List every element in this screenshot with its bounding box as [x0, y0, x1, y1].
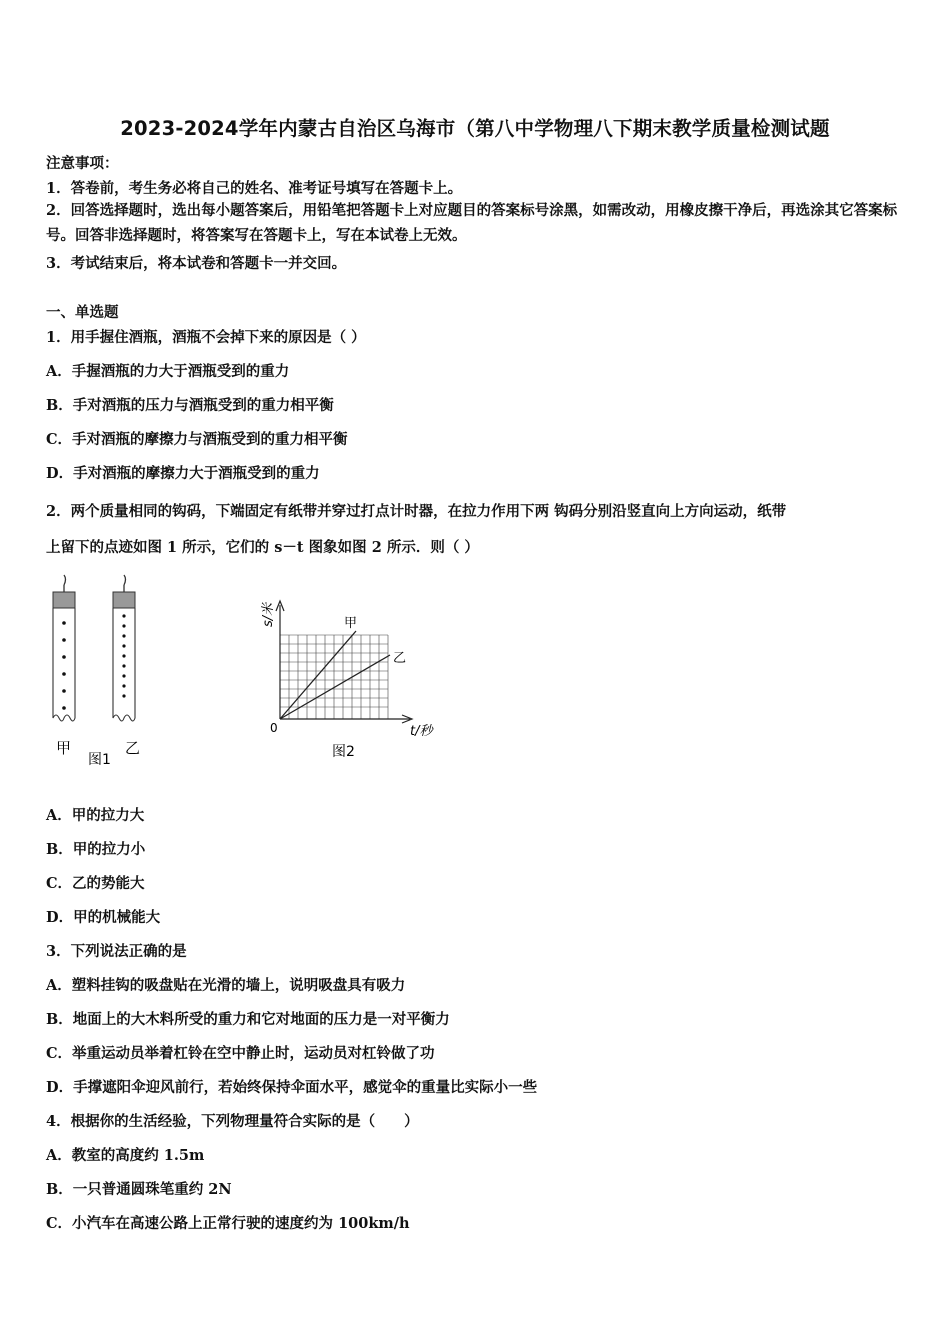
figure-1-paper-tapes [40, 570, 160, 770]
q3-option-c: C．举重运动员举着杠铃在空中静止时，运动员对杠铃做了功 [46, 1045, 435, 1062]
page-title: 2023-2024学年内蒙古自治区乌海市（第八中学物理八下期末教学质量检测试题 [120, 117, 830, 140]
figure-2-st-graph [250, 585, 450, 770]
notice-item-1: 1．答卷前，考生务必将自己的姓名、准考证号填写在答题卡上。 [46, 180, 463, 197]
q2-stem-line2: 上留下的点迹如图 1 所示，它们的 s－t 图象如图 2 所示．则（ ） [46, 539, 479, 556]
notice-heading: 注意事项： [46, 155, 119, 172]
q1-option-c: C．手对酒瓶的摩擦力与酒瓶受到的重力相平衡 [46, 431, 348, 448]
fig1-label-jia: 甲 [56, 739, 72, 757]
fig2-caption: 图2 [332, 744, 355, 760]
q3-option-a: A．塑料挂钩的吸盘贴在光滑的墙上，说明吸盘具有吸力 [46, 977, 406, 994]
q3-option-b: B．地面上的大木料所受的重力和它对地面的压力是一对平衡力 [46, 1011, 450, 1028]
q4-option-c: C．小汽车在高速公路上正常行驶的速度约为 100km/h [46, 1215, 410, 1232]
graph-label-jia: 甲 [344, 616, 358, 631]
notice-item-3: 3．考试结束后，将本试卷和答题卡一并交回。 [46, 255, 347, 272]
fig1-label-yi: 乙 [125, 739, 141, 757]
q1-option-a: A．手握酒瓶的力大于酒瓶受到的重力 [46, 363, 290, 380]
q2-option-a: A．甲的拉力大 [46, 807, 145, 824]
notice-item-2: 2．回答选择题时，选出每小题答案后，用铅笔把答题卡上对应题目的答案标号涂黑，如需改动，用橡皮擦干净后，再选涂其它答案标号。回答非选择题时，将答案写在答题卡上，写在本试卷上无效。 [46, 202, 898, 244]
q2-option-b: B．甲的拉力小 [46, 841, 146, 858]
q2-option-d: D．甲的机械能大 [46, 909, 161, 926]
graph-y-label: s/米 [261, 602, 276, 627]
fig1-caption: 图1 [88, 752, 111, 768]
q2-stem-line1: 2．两个质量相同的钩码，下端固定有纸带并穿过打点计时器，在拉力作用下两 钩码分别沿竖直向上方向运动，纸带 [46, 503, 787, 520]
section-heading: 一、单选题 [46, 304, 119, 321]
line-yi [280, 655, 390, 719]
q1-option-b: B．手对酒瓶的压力与酒瓶受到的重力相平衡 [46, 397, 334, 414]
q1-option-d: D．手对酒瓶的摩擦力大于酒瓶受到的重力 [46, 465, 320, 482]
q4-option-a: A．教室的高度约 1.5m [46, 1147, 205, 1164]
graph-grid [280, 635, 388, 719]
q3-option-d: D．手撑遮阳伞迎风前行，若始终保持伞面水平，感觉伞的重量比实际小一些 [46, 1079, 538, 1096]
graph-label-yi: 乙 [393, 651, 407, 666]
tape-jia [53, 575, 75, 721]
graph-x-label: t/秒 [410, 724, 433, 739]
q2-option-c: C．乙的势能大 [46, 875, 145, 892]
q4-option-b: B．一只普通圆珠笔重约 2N [46, 1181, 232, 1198]
graph-origin: 0 [270, 721, 278, 735]
tape-yi [113, 575, 135, 721]
q3-stem: 3．下列说法正确的是 [46, 943, 187, 960]
q4-stem: 4．根据你的生活经验，下列物理量符合实际的是（ ） [46, 1113, 419, 1130]
q1-stem: 1．用手握住酒瓶，酒瓶不会掉下来的原因是（ ） [46, 329, 366, 346]
